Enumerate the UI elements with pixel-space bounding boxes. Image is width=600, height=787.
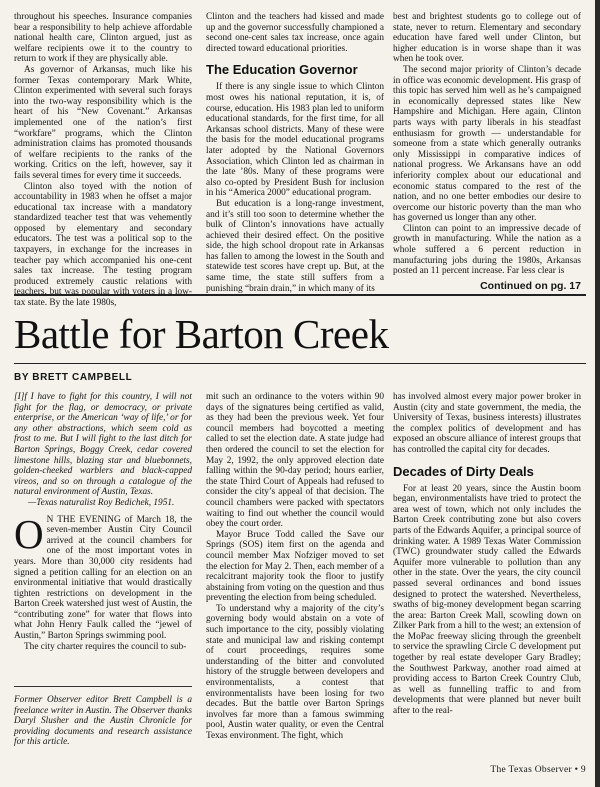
- continued-notice: Continued on pg. 17: [480, 279, 581, 292]
- page-edge: [595, 0, 600, 787]
- top-column-1: [14, 12, 192, 309]
- paragraph: Clinton and the teachers had kissed and made up and the governor successfully championed a second one-cent sales tax increase, once again directed toward educational priorities.: [206, 12, 384, 54]
- article-column-1: [14, 392, 192, 652]
- article-column-3: [393, 392, 581, 717]
- paragraph: But education is a long-range investment, and it’s still too soon to determine whether the bulk of Clinton’s innovations have actually achieved their desired effect. On the positive side, the high school dropout rate in Arkansas has fallen to among the lowest in the South and statewide test scores have crept up. But, at the same time, the state still suffers from a punishing “brain drain,” in which many of its: [206, 198, 384, 294]
- lead-paragraph: [14, 510, 192, 642]
- paragraph: mit such an ordinance to the voters within 90 days of the signatures being certified as valid, as they had been the previous week. Yet four council members had boycotted a meeting called to set the election date. A state judge had then ordered the council to set the election for May 2, 1992, the only approved election date falling within the 90-day period; hours earlier, the state Third Court of Appeals had refused to consider the city’s appeal of that decision. The council chambers were packed with spectators waiting to find out whether the council would obey the court order.: [206, 392, 384, 530]
- paragraph: As governor of Arkansas, much like his former Texas contemporary Mark White, Clinton experimented with several such forays into the two-way responsibility which is the heart of his “New Covenant.” Arkansas implemented one of the nation’s first “workfare” programs, which the Clinton administration claims has promoted thousands of welfare recipients to the ranks of the working. Critics on the left, however, say it fails several times for every time it succeeds.: [14, 64, 192, 181]
- paragraph: best and brightest students go to college out of state, never to return. Elementary and secondary education have fared well under Clinton, but higher education is in worse shape than it was when he took over.: [393, 12, 581, 65]
- drop-cap: O: [14, 510, 44, 557]
- paragraph: The second major priority of Clinton’s decade in office was economic development. His grasp of this topic has served him well as he’s campaigned in economically depressed states like New Hampshire and Michigan. Here again, Clinton parts ways with party liberals in his steadfast enthusiasm for growth — understandable for someone from a state which generally outranks only Mississippi in comparative indices of national progress. We Arkansans have an odd inferiority complex about our educational and economic status compared to the rest of the nation, and no one better embodies our desire to overcome our historic poverty than the man who has governed us longer than any other.: [393, 64, 581, 224]
- top-column-2: [206, 12, 384, 294]
- author-bio-box: [14, 686, 192, 748]
- paragraph: If there is any single issue to which Clinton most owes his national reputation, it is, of course, education. His 1983 plan led to uniform educational standards, for the first time, for all Arkansas school districts. Many of these were the basis for the model educational programs later adopted by the National Governors Association, which Clinton led as chairman in the late ’80s. Many of these programs were also co-opted by President Bush for inclusion in his “America 2000” educational program.: [206, 82, 384, 199]
- paragraph: Clinton also toyed with the notion of accountability in 1983 when he offset a major educational tax increase with a mandatory standardized teacher test that was vehemently opposed by elementary and secondary educators. The test was a political sop to the taxpayers, in exchange for the increases in teacher pay which accompanied his one-cent sales tax increase. The testing program produced extremely caustic relations with teachers, but was popular with voters in a low-tax state. By the late 1980s,: [14, 181, 192, 309]
- article-column-2: [206, 392, 384, 742]
- author-bio: Former Observer editor Brett Campbell is a freelance writer in Austin. The Observer thanks Daryl Slusher and the Austin Chronicle for providing documents and research assistance for this article.: [14, 686, 192, 748]
- epigraph-attribution: —Texas naturalist Roy Bedichek, 1951.: [28, 497, 175, 508]
- byline: BY BRETT CAMPBELL: [14, 372, 133, 383]
- top-column-3: [393, 12, 581, 291]
- lead-in: N THE EVENING: [46, 514, 121, 525]
- epigraph: [I]f I have to fight for this country, I will not fight for the flag, or democracy, or private enterprise, or the American ‘way of life,’ or for any other abstractions, which seem cold as frost to me. But I will fight to the last ditch for Barton Springs, Boggy Creek, cedar covered limestone hills, blazing star and bluebonnets, golden-cheeked warblers and black-capped vireos, and so on through a catalogue of the natural environment of Austin, Texas.: [14, 392, 192, 498]
- paragraph: Mayor Bruce Todd called the Save our Springs (SOS) item first on the agenda and council member Max Nofziger moved to set the election for May 2. Then, each member of a recalcitrant majority took the floor to justify abstaining from voting on the question and thus preventing the election from being scheduled.: [206, 529, 384, 604]
- paragraph: throughout his speeches. Insurance companies bear a responsibility to help achieve affordable national health care, Clinton argued, just as welfare recipients owe it to the country to return to work if they are physically able.: [14, 12, 192, 65]
- section-divider: [14, 294, 586, 296]
- paragraph: To understand why a majority of the city’s governing body would abstain on a vote of such importance to the city, possibly violating state and municipal law and risking contempt of court proceedings, requires some understanding of the bitter and convoluted history of the struggle between developers and environmentalists, a contest that environmentalists have been losing for two decades. But the battle over Barton Springs involves far more than a famous swimming pool, Austin water quality, or even the Central Texas environment. The fight, which: [206, 603, 384, 741]
- paragraph: For at least 20 years, since the Austin boom began, environmentalists have tried to protect the area west of town, which not only includes the Barton Creek contributing zone but also covers parts of the Edwards Aquifer, a principal source of drinking water. A 1989 Texas Water Commission (TWC) groundwater study called the Edwards Aquifer more vulnerable to pollution than any other in the state. Over the years, the city council passed several ordinances and bond issues designed to protect the watershed. Nevertheless, swaths of big-money development began scarring the area: Barton Creek Mall, scowling down on Zilker Park from a hill to the west; an extension of the MoPac freeway slicing through the greenbelt to service the sprawling Circle C development put together by real estate developer Gary Bradley; the Southwest Parkway, another road aimed at providing access to Barton Creek Country Club, as well as funnelling traffic to and from developments that were planned but never built after to the real-: [393, 483, 581, 717]
- paragraph: has involved almost every major power broker in Austin (city and state government, the media, the University of Texas, business interests) illustrates the complex politics of development and has exposed an obscure alliance of interest groups that has controlled the capital city for decades.: [393, 392, 581, 455]
- lead-text: of March 18, the seven-member Austin City Council arrived at the council chambers for one of the most important votes in years. More than 30,000 city residents had signed a petition calling for an election on an environmental initiative that would drastically tighten restrictions on development in the Barton Creek watershed just west of Austin, the “contributing zone” for water that flows into what John Henry Faulk called the “jewel of Austin,” Barton Springs swimming pool.: [14, 514, 192, 642]
- paragraph: The city charter requires the council to sub-: [24, 641, 187, 652]
- article-title: Battle for Barton Creek: [14, 311, 389, 357]
- page-footer: The Texas Observer • 9: [490, 765, 586, 775]
- subheading-education-governor: The Education Governor: [206, 62, 358, 78]
- subheading-dirty-deals: Decades of Dirty Deals: [393, 463, 534, 479]
- paragraph: Clinton can point to an impressive decade of growth in manufacturing. While the nation as a whole suffered a 6 percent reduction in manufacturing jobs during the 1980s, Arkansas posted an 11 percent increase. Far less clear is: [393, 223, 581, 277]
- title-rule: [14, 363, 586, 364]
